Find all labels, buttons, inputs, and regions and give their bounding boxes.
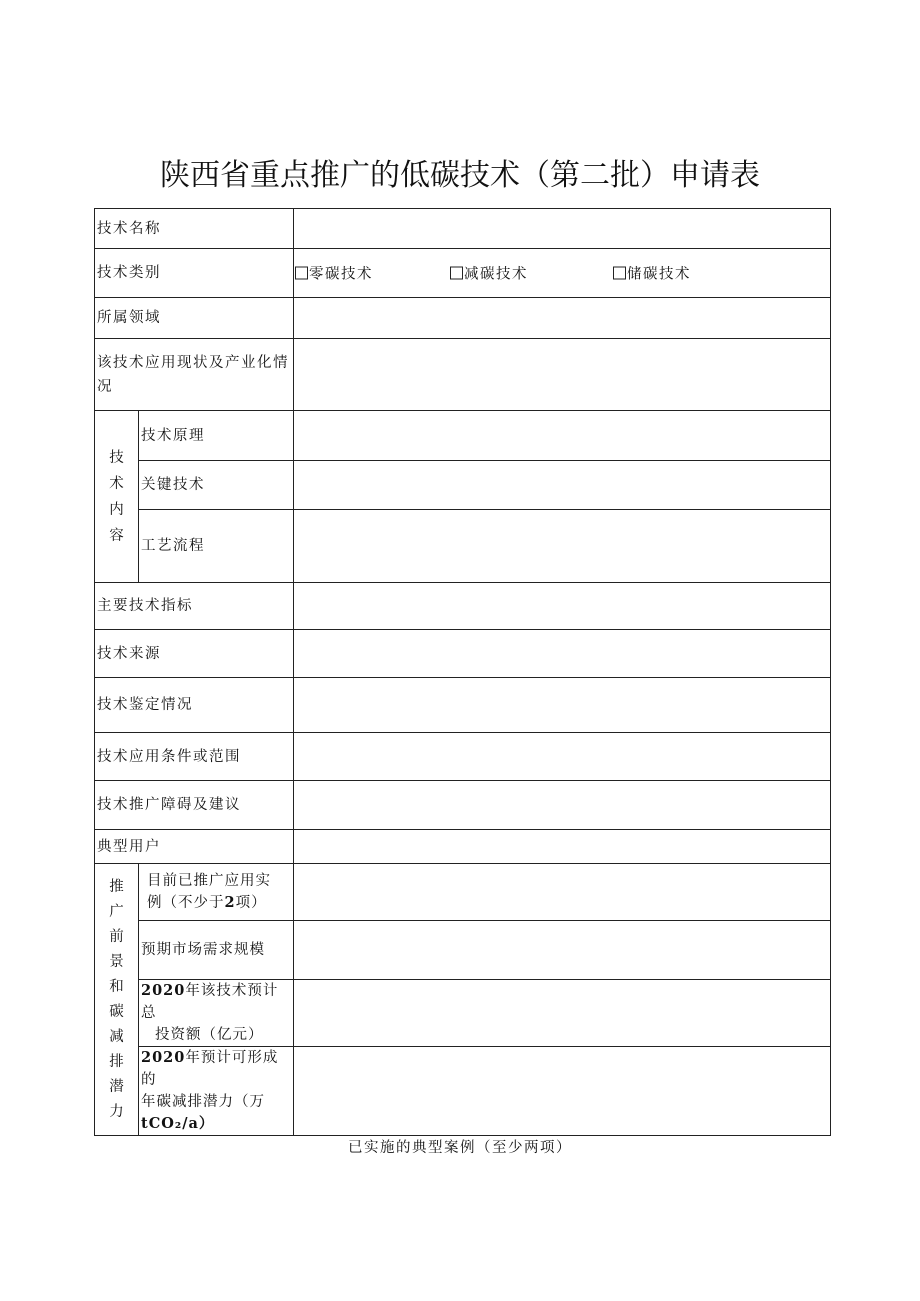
- obstacles-input[interactable]: [294, 781, 831, 830]
- row-source: [95, 630, 831, 678]
- source-input[interactable]: [294, 630, 831, 678]
- label-key-tech: 关键技术: [139, 461, 294, 510]
- option-carbon-storage[interactable]: 储碳技术: [613, 263, 691, 284]
- row-key-tech: [95, 461, 831, 510]
- label-tech-category: 技术类别: [95, 249, 294, 298]
- process-input[interactable]: [294, 510, 831, 583]
- page-title: 陕西省重点推广的低碳技术（第二批）申请表: [160, 158, 760, 193]
- status-input[interactable]: [294, 339, 831, 411]
- label-process: 工艺流程: [139, 510, 294, 583]
- cases-input[interactable]: [294, 864, 831, 921]
- group-prospect: 推 广 前 景 和 碳 减 排 潜 力: [95, 864, 139, 1136]
- reduction-input[interactable]: [294, 1047, 831, 1136]
- investment-input[interactable]: [294, 980, 831, 1047]
- row-principle: [95, 411, 831, 461]
- footer-note: 已实施的典型案例（至少两项）: [348, 1140, 572, 1156]
- application-form-table: [94, 208, 831, 1136]
- label-investment: 2020年该技术预计总 投资额（亿元）: [139, 980, 294, 1047]
- label-source: 技术来源: [95, 630, 294, 678]
- typical-users-input[interactable]: [294, 830, 831, 864]
- label-main-indicators: 主要技术指标: [95, 583, 294, 630]
- row-field: [95, 298, 831, 339]
- row-cases: [95, 864, 831, 921]
- field-input[interactable]: [294, 298, 831, 339]
- label-status: 该技术应用现状及产业化情 况: [95, 339, 294, 411]
- tech-name-input[interactable]: [294, 209, 831, 249]
- label-principle: 技术原理: [139, 411, 294, 461]
- label-tech-name: 技术名称: [95, 209, 294, 249]
- label-reduction: 2020年预计可形成的 年碳减排潜力（万 tCO₂/a）: [139, 1047, 294, 1136]
- row-status: [95, 339, 831, 411]
- label-obstacles: 技术推广障碍及建议: [95, 781, 294, 830]
- conditions-input[interactable]: [294, 733, 831, 781]
- row-reduction: [95, 1047, 831, 1136]
- main-indicators-input[interactable]: [294, 583, 831, 630]
- row-tech-name: [95, 209, 831, 249]
- checkbox-icon[interactable]: [613, 267, 626, 280]
- row-typical-users: [95, 830, 831, 864]
- group-tech-content: 技 术 内 容: [95, 411, 139, 583]
- row-investment: [95, 980, 831, 1047]
- row-appraisal: [95, 678, 831, 733]
- row-obstacles: [95, 781, 831, 830]
- label-field: 所属领域: [95, 298, 294, 339]
- checkbox-icon[interactable]: [295, 267, 308, 280]
- market-input[interactable]: [294, 921, 831, 980]
- principle-input[interactable]: [294, 411, 831, 461]
- option-zero-carbon[interactable]: 零碳技术: [295, 263, 373, 284]
- row-main-indicators: [95, 583, 831, 630]
- tech-category-options: [294, 249, 831, 298]
- label-cases: 目前已推广应用实 例（不少于2项）: [139, 864, 294, 921]
- label-typical-users: 典型用户: [95, 830, 294, 864]
- row-conditions: [95, 733, 831, 781]
- key-tech-input[interactable]: [294, 461, 831, 510]
- option-carbon-reduction[interactable]: 减碳技术: [450, 263, 528, 284]
- row-tech-category: [95, 249, 831, 298]
- label-appraisal: 技术鉴定情况: [95, 678, 294, 733]
- label-conditions: 技术应用条件或范围: [95, 733, 294, 781]
- appraisal-input[interactable]: [294, 678, 831, 733]
- checkbox-icon[interactable]: [450, 267, 463, 280]
- row-process: [95, 510, 831, 583]
- label-market: 预期市场需求规模: [139, 921, 294, 980]
- row-market: [95, 921, 831, 980]
